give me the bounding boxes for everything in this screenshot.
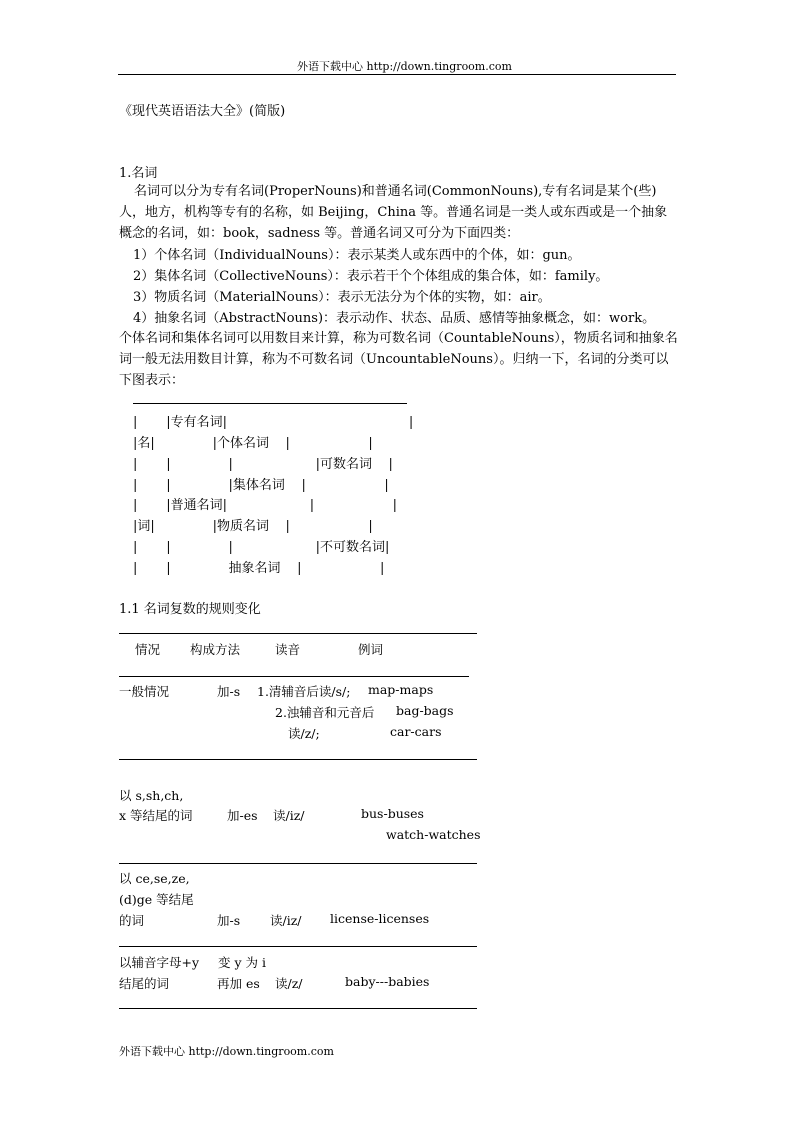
document-title: 《现代英语语法大全》(简版) xyxy=(119,104,286,119)
table-cell: 加-s xyxy=(217,684,241,699)
section-heading-plural-rules: 1.1 名词复数的规则变化 xyxy=(119,602,261,617)
table-cell: 以 ce,se,ze, xyxy=(119,871,190,886)
table-cell: license-licenses xyxy=(330,911,430,926)
table-header-cell: 读音 xyxy=(275,642,301,657)
table-cell: 读/z/; xyxy=(288,726,320,741)
table-rule xyxy=(119,676,469,677)
table-cell: car-cars xyxy=(390,724,442,739)
table-cell: 加-s xyxy=(217,913,241,928)
table-cell: 变 y 为 i xyxy=(218,955,266,970)
list-item: 1）个体名词（IndividualNouns）：表示某类人或东西中的个体，如：gun。 xyxy=(133,248,581,263)
table-rule xyxy=(119,863,477,864)
section-intro-paragraph: 名词可以分为专有名词(ProperNouns)和普通名词(CommonNouns),专有名词是某个(些)人，地方，机构等专有的名称，如 Beijing，China 等。普通名词是一类人或东西或是一个抽象概念的名词，如：book，sadness 等。普通名词又可分为下面四类： xyxy=(119,184,668,241)
table-cell: 读/iz/ xyxy=(273,808,305,823)
list-item: 2）集体名词（CollectiveNouns）：表示若干个个体组成的集合体，如：family。 xyxy=(133,269,609,284)
diagram-line: |名| |个体名词 | | xyxy=(133,436,373,451)
header-rule xyxy=(118,74,676,75)
diagram-line: |词| |物质名词 | | xyxy=(133,519,373,534)
table-cell: 读/iz/ xyxy=(270,913,302,928)
table-cell: x 等结尾的词 xyxy=(119,808,193,823)
table-rule xyxy=(119,759,477,760)
table-cell: 读/z/ xyxy=(275,976,303,991)
table-rule xyxy=(119,633,477,634)
section-heading-nouns: 1.名词 xyxy=(119,166,158,181)
table-cell: 加-es xyxy=(227,808,258,823)
table-cell: 2.浊辅音和元音后 xyxy=(275,705,375,720)
list-item: 4）抽象名词（AbstractNouns)：表示动作、状态、品质、感情等抽象概念，如：work。 xyxy=(133,311,656,326)
table-cell: 一般情况 xyxy=(119,684,170,699)
table-cell: 结尾的词 xyxy=(119,976,170,991)
table-header-cell: 情况 xyxy=(135,642,161,657)
table-cell: 以辅音字母+y xyxy=(119,955,200,970)
table-cell: 再加 es xyxy=(217,976,260,991)
page-footer: 外语下载中心 http://down.tingroom.com xyxy=(119,1045,334,1058)
table-rule xyxy=(119,1008,477,1009)
diagram-line: | | | |可数名词 | xyxy=(133,457,393,472)
table-rule xyxy=(119,946,477,947)
table-header-cell: 构成方法 xyxy=(190,642,241,657)
table-cell: (d)ge 等结尾 xyxy=(119,892,194,907)
table-header-cell: 例词 xyxy=(358,642,384,657)
diagram-line: | | | |不可数名词| xyxy=(133,540,390,555)
table-cell: 1.清辅音后读/s/; xyxy=(257,684,351,699)
table-cell: 的词 xyxy=(119,913,145,928)
diagram-line: | |专有名词| | xyxy=(133,415,414,430)
list-item: 3）物质名词（MaterialNouns）：表示无法分为个体的实物，如：air。 xyxy=(133,290,551,305)
diagram-line: | | 抽象名词 | | xyxy=(133,561,385,576)
table-cell: bus-buses xyxy=(361,806,424,821)
table-cell: baby---babies xyxy=(345,974,430,989)
table-cell: 以 s,sh,ch, xyxy=(119,788,184,803)
diagram-line: | | |集体名词 | | xyxy=(133,478,389,493)
diagram-top-rule xyxy=(133,403,407,404)
table-cell: bag-bags xyxy=(396,703,454,718)
page-header: 外语下载中心 http://down.tingroom.com xyxy=(297,60,512,73)
diagram-line: | |普通名词| | | xyxy=(133,498,397,513)
table-cell: watch-watches xyxy=(386,827,481,842)
table-cell: map-maps xyxy=(368,682,434,697)
summary-paragraph: 个体名词和集体名词可以用数目来计算，称为可数名词（CountableNouns），物质名词和抽象名词一般无法用数目计算，称为不可数名词（UncountableNouns）。归纳一下，名词的分类可以下图表示： xyxy=(119,331,678,388)
